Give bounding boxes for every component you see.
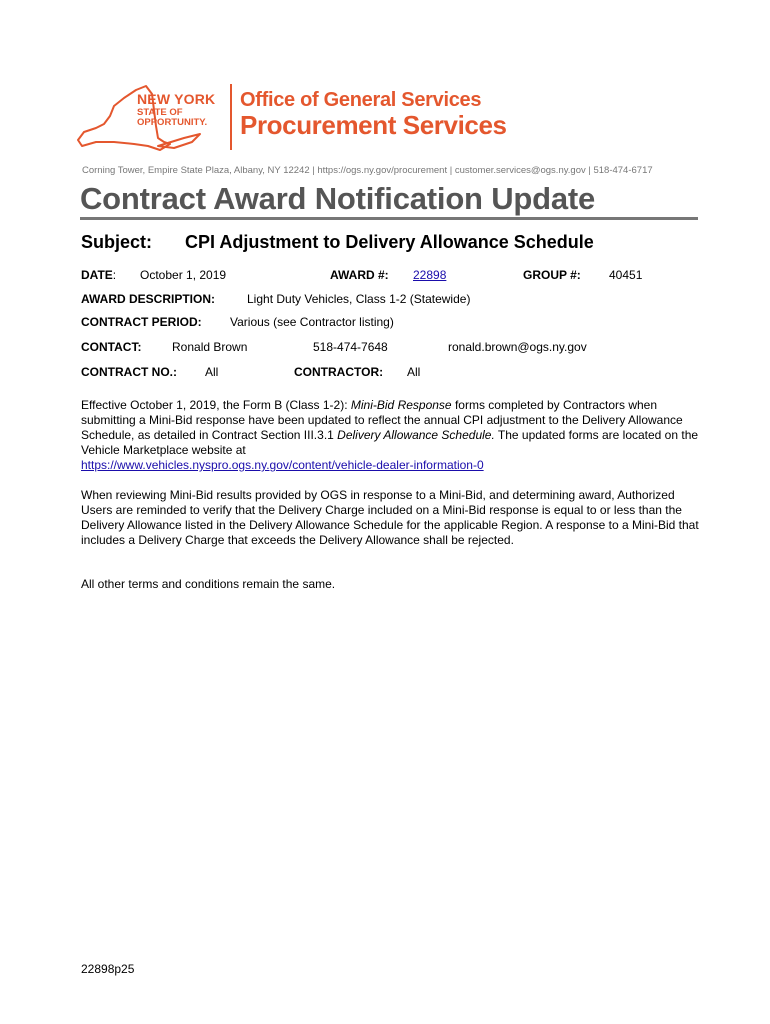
contact-email: ronald.brown@ogs.ny.gov [448, 340, 587, 354]
contract-number-label: CONTRACT NO.: [81, 365, 177, 379]
group-label: GROUP #: [523, 268, 581, 282]
paragraph-3-text: All other terms and conditions remain the same. [81, 577, 336, 591]
contract-number-value: All [205, 365, 219, 379]
paragraph-1-italic-1: Mini-Bid Response [350, 398, 452, 412]
paragraph-1-text-a: Effective October 1, 2019, the Form B (Class 1-2): [81, 398, 351, 412]
paragraph-2-text: When reviewing Mini-Bid results provided by OGS in response to a Mini-Bid, and determining award, Authorized Users are reminded to verify that the Delivery Charge included on a Mini-Bid response is equal to or less than the Delivery Allowance listed in the Delivery Allowance Schedule for the applicable Region. A response to a Mini-Bid that includes a Delivery Charge that exceeds the Delivery Allowance shall be rejected. [81, 488, 699, 547]
date-value: October 1, 2019 [140, 268, 227, 282]
group-value: 40451 [609, 268, 643, 282]
contractor-value: All [407, 365, 421, 379]
date-colon: : [112, 268, 117, 282]
subject-text: CPI Adjustment to Delivery Allowance Schedule [185, 232, 594, 252]
award-description-label: AWARD DESCRIPTION: [81, 292, 216, 306]
title-divider [80, 217, 698, 220]
paragraph-1 [81, 398, 701, 473]
paragraph-1-text-b: forms completed by Contractors when submitting a Mini-Bid response have been updated to reflect the annual CPI adjustment to the Delivery Allowance Schedule, as detailed in Contract Section III.3.1 [81, 398, 683, 442]
contact-phone: 518-474-7648 [313, 340, 388, 354]
ny-logo-line2: STATE OF [137, 107, 183, 118]
contact-label: CONTACT: [81, 340, 142, 354]
ny-logo-line1: NEW YORK [137, 91, 216, 107]
ny-logo-line3: OPPORTUNITY. [137, 117, 208, 128]
procurement-title: Procurement Services [240, 110, 507, 140]
paragraph-2 [81, 488, 701, 548]
paragraph-3 [81, 577, 701, 592]
address-line: Corning Tower, Empire State Plaza, Albany, NY 12242 | https://ogs.ny.gov/procurement | customer.services@ogs.ny.gov | 518-474-6717 [82, 165, 653, 176]
logo-divider [230, 84, 232, 150]
contractor-label: CONTRACTOR: [294, 365, 384, 379]
ogs-title: Office of General Services [240, 89, 482, 111]
document-title: Contract Award Notification Update [80, 181, 596, 216]
contract-period-value: Various (see Contractor listing) [230, 315, 394, 329]
award-description-value: Light Duty Vehicles, Class 1-2 (Statewide) [247, 292, 471, 306]
vehicle-marketplace-link[interactable]: https://www.vehicles.nyspro.ogs.ny.gov/content/vehicle-dealer-information-0 [81, 458, 484, 472]
date-label: DATE [81, 268, 113, 282]
footer-doc-id: 22898p25 [81, 962, 135, 976]
award-label: AWARD #: [330, 268, 389, 282]
subject-label: Subject: [81, 232, 153, 252]
contact-name: Ronald Brown [172, 340, 248, 354]
award-number-link[interactable]: 22898 [413, 268, 447, 282]
date-field [81, 268, 116, 282]
paragraph-1-italic-2: Delivery Allowance Schedule. [337, 428, 495, 442]
paragraph-1-text-c: The updated forms are located on the Vehicle Marketplace website at [81, 428, 699, 457]
contract-period-label: CONTRACT PERIOD: [81, 315, 202, 329]
